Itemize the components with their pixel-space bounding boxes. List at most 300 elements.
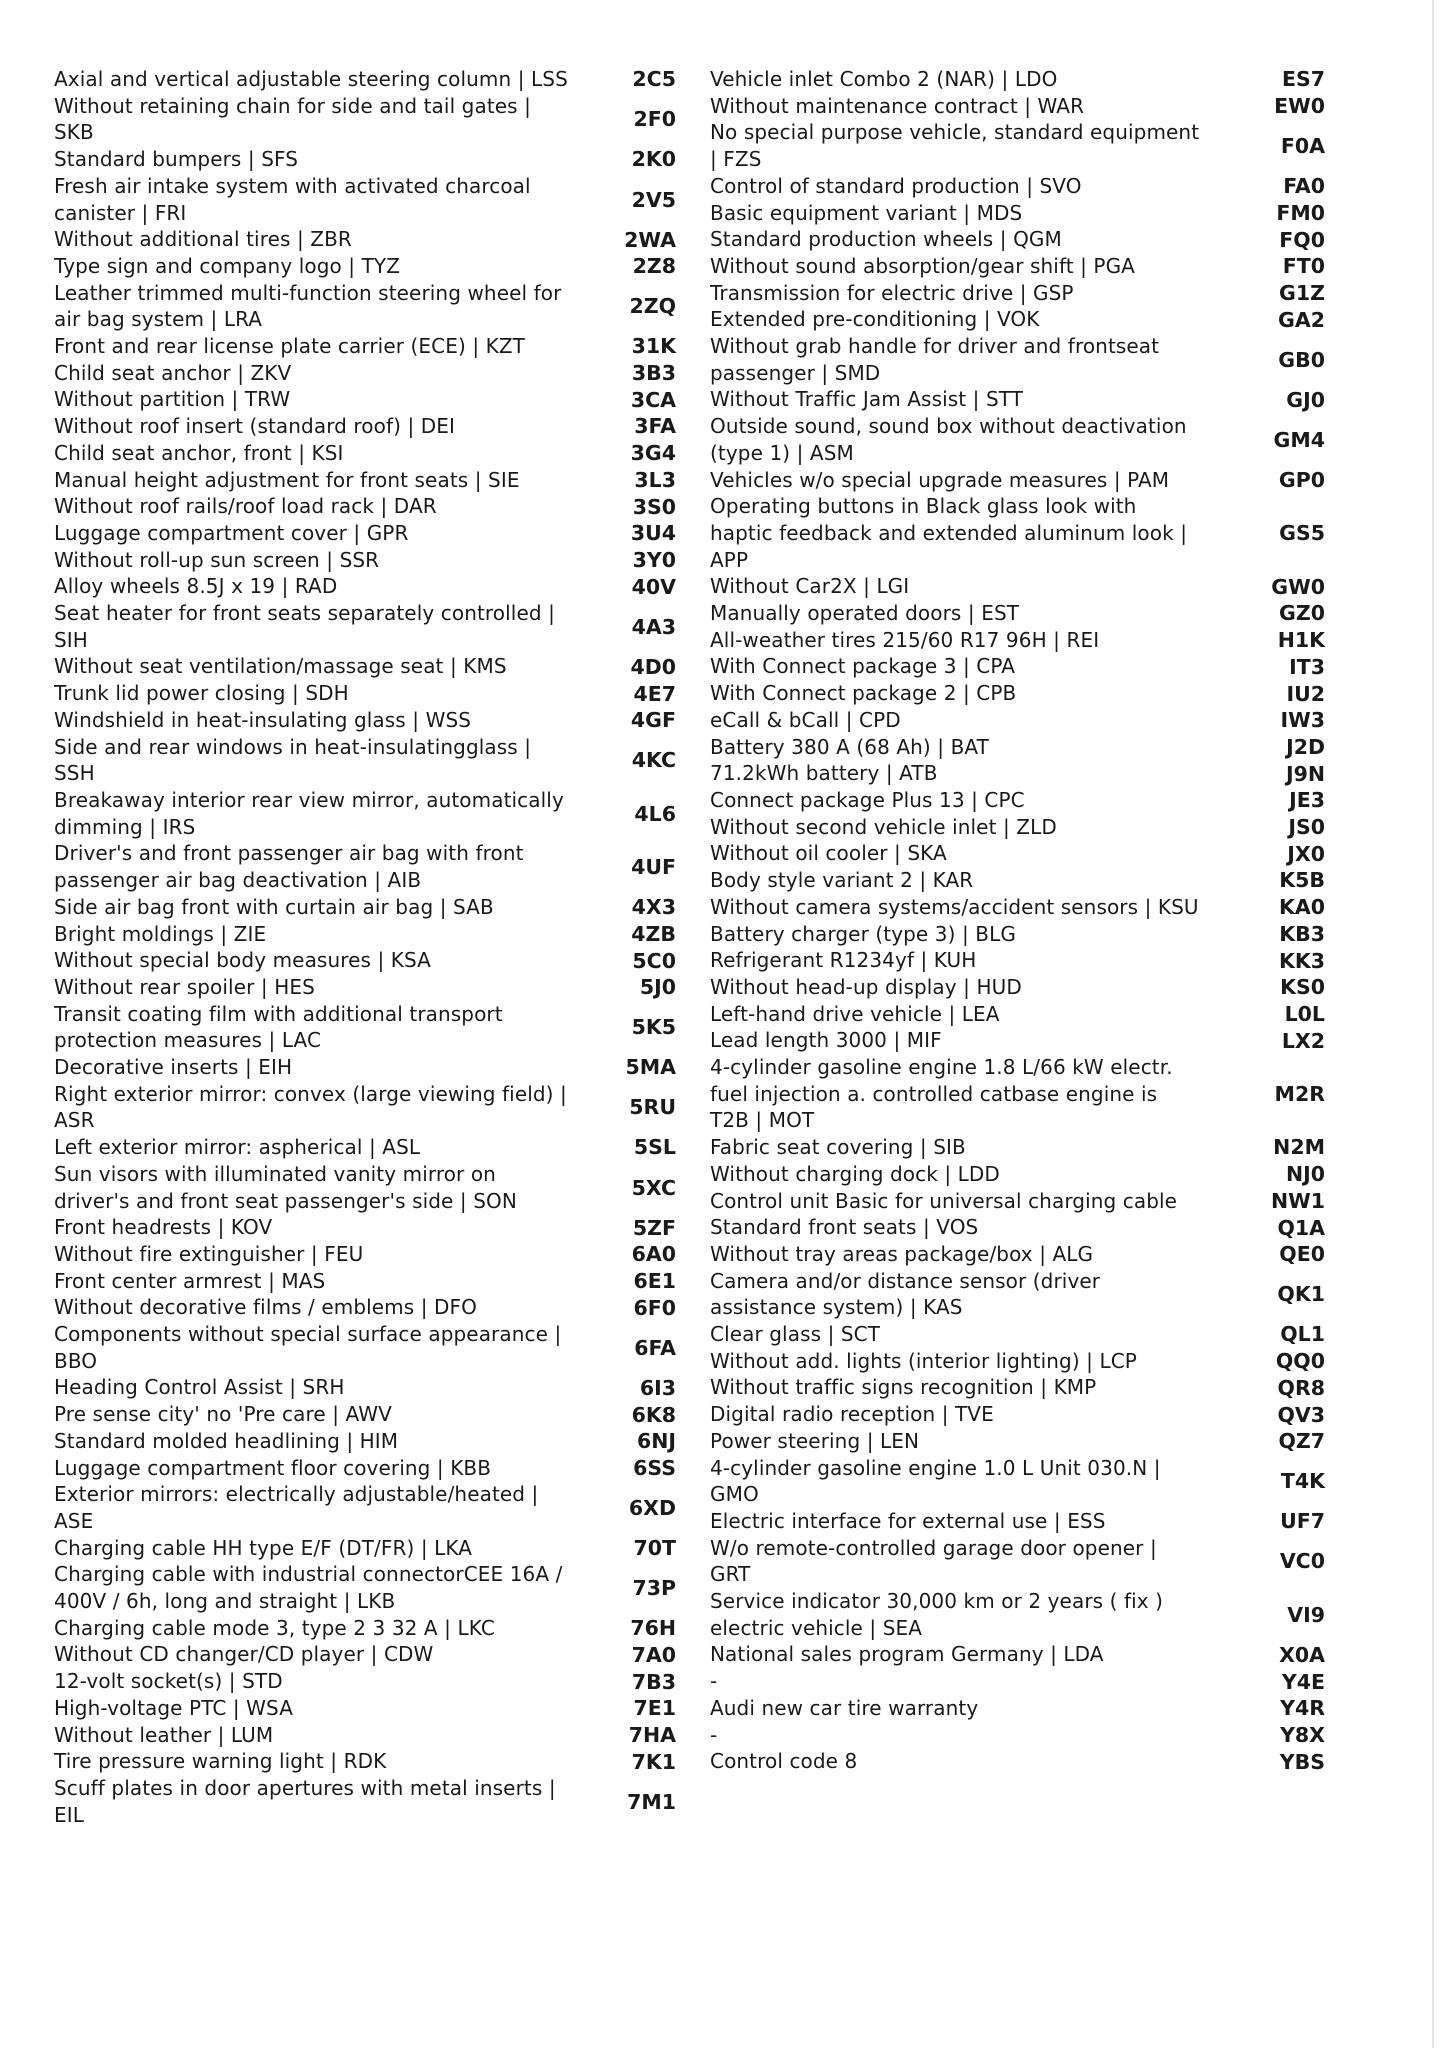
equipment-row bbox=[710, 1722, 1350, 1749]
equipment-description: Without roof rails/roof load rack | DAR bbox=[54, 494, 437, 519]
equipment-code: 31K bbox=[631, 334, 676, 359]
equipment-row bbox=[54, 1001, 694, 1054]
equipment-code: 2Z8 bbox=[632, 254, 676, 279]
equipment-code: 5SL bbox=[633, 1135, 676, 1160]
equipment-code: 6NJ bbox=[636, 1429, 676, 1454]
equipment-row bbox=[710, 1401, 1350, 1428]
equipment-code: FQ0 bbox=[1279, 227, 1325, 252]
equipment-code: 2K0 bbox=[631, 147, 676, 172]
equipment-row bbox=[710, 467, 1350, 494]
equipment-code: 70T bbox=[633, 1536, 676, 1561]
equipment-description: Sun visors with illuminated vanity mirror on driver's and front seat passenger's side | SON bbox=[54, 1161, 517, 1213]
equipment-row bbox=[54, 680, 694, 707]
equipment-row bbox=[54, 1668, 694, 1695]
equipment-description: Control of standard production | SVO bbox=[710, 173, 1082, 198]
equipment-row bbox=[710, 734, 1350, 761]
equipment-row bbox=[710, 333, 1350, 386]
equipment-description: Without Traffic Jam Assist | STT bbox=[710, 387, 1024, 412]
equipment-code: 6A0 bbox=[631, 1242, 676, 1267]
equipment-row bbox=[54, 253, 694, 280]
equipment-description: Vehicle inlet Combo 2 (NAR) | LDO bbox=[710, 67, 1058, 91]
equipment-code: GJ0 bbox=[1286, 387, 1325, 412]
equipment-description: Outside sound, sound box without deactivation (type 1) | ASM bbox=[710, 414, 1187, 465]
equipment-description: Without maintenance contract | WAR bbox=[710, 93, 1085, 118]
equipment-description: Connect package Plus 13 | CPC bbox=[710, 787, 1025, 812]
equipment-description: Axial and vertical adjustable steering column | LSS bbox=[54, 67, 568, 91]
equipment-code: 7A0 bbox=[631, 1642, 676, 1667]
equipment-description: Left-hand drive vehicle | LEA bbox=[710, 1001, 1000, 1026]
equipment-row bbox=[710, 1321, 1350, 1348]
equipment-code: 6SS bbox=[633, 1455, 676, 1480]
equipment-row bbox=[54, 173, 694, 226]
equipment-code: K5B bbox=[1279, 868, 1325, 893]
equipment-description: Without decorative films / emblems | DFO bbox=[54, 1295, 477, 1320]
equipment-row bbox=[54, 413, 694, 440]
equipment-description: Control code 8 bbox=[710, 1749, 858, 1774]
equipment-row bbox=[710, 653, 1350, 680]
equipment-row bbox=[54, 493, 694, 520]
equipment-description: Extended pre-conditioning | VOK bbox=[710, 307, 1040, 332]
equipment-code: 5ZF bbox=[632, 1215, 676, 1240]
equipment-description: Power steering | LEN bbox=[710, 1428, 920, 1453]
equipment-description: Without roll-up sun screen | SSR bbox=[54, 547, 380, 572]
equipment-code: F0A bbox=[1280, 134, 1325, 159]
equipment-row bbox=[54, 280, 694, 333]
equipment-description: Bright moldings | ZIE bbox=[54, 921, 267, 946]
equipment-row bbox=[710, 894, 1350, 921]
equipment-code: NJ0 bbox=[1285, 1162, 1325, 1187]
equipment-row bbox=[54, 146, 694, 173]
equipment-description: Battery charger (type 3) | BLG bbox=[710, 921, 1016, 946]
equipment-row bbox=[710, 1241, 1350, 1268]
equipment-description: Without retaining chain for side and tail gates | SKB bbox=[54, 93, 531, 145]
equipment-description: Heading Control Assist | SRH bbox=[54, 1375, 345, 1400]
equipment-row bbox=[54, 1615, 694, 1642]
equipment-code: 2WA bbox=[624, 227, 676, 252]
equipment-code: 3B3 bbox=[631, 361, 676, 386]
equipment-description: Without sound absorption/gear shift | PGA bbox=[710, 253, 1135, 278]
equipment-description: Without CD changer/CD player | CDW bbox=[54, 1642, 434, 1667]
equipment-row bbox=[710, 253, 1350, 280]
equipment-row bbox=[54, 1722, 694, 1749]
equipment-code: 2ZQ bbox=[629, 294, 676, 319]
equipment-row bbox=[710, 306, 1350, 333]
equipment-row bbox=[710, 1508, 1350, 1535]
equipment-code: 6E1 bbox=[633, 1268, 676, 1293]
equipment-description: Lead length 3000 | MIF bbox=[710, 1028, 942, 1053]
equipment-code: 4ZB bbox=[631, 921, 676, 946]
equipment-row bbox=[710, 1214, 1350, 1241]
equipment-description: Basic equipment variant | MDS bbox=[710, 200, 1023, 225]
equipment-row bbox=[54, 787, 694, 840]
equipment-code: L0L bbox=[1284, 1001, 1325, 1026]
equipment-description: Clear glass | SCT bbox=[710, 1322, 881, 1347]
equipment-description: High-voltage PTC | WSA bbox=[54, 1695, 293, 1720]
equipment-code: 2F0 bbox=[633, 107, 676, 132]
equipment-description: Transmission for electric drive | GSP bbox=[710, 280, 1074, 305]
equipment-code: KA0 bbox=[1278, 895, 1325, 920]
equipment-code: 6K8 bbox=[631, 1402, 676, 1427]
equipment-row bbox=[710, 1027, 1350, 1054]
equipment-row bbox=[54, 360, 694, 387]
equipment-description: Charging cable mode 3, type 2 3 32 A | LKC bbox=[54, 1615, 495, 1640]
equipment-description: Without head-up display | HUD bbox=[710, 974, 1022, 999]
equipment-code: 3CA bbox=[630, 387, 676, 412]
equipment-row bbox=[54, 573, 694, 600]
equipment-row bbox=[710, 867, 1350, 894]
equipment-code: IW3 bbox=[1280, 708, 1325, 733]
equipment-row bbox=[710, 1374, 1350, 1401]
equipment-code: QZ7 bbox=[1278, 1429, 1325, 1454]
equipment-code: KS0 bbox=[1280, 975, 1325, 1000]
equipment-row bbox=[710, 226, 1350, 253]
equipment-code: Y4R bbox=[1280, 1696, 1325, 1721]
equipment-row bbox=[54, 1134, 694, 1161]
equipment-row bbox=[710, 200, 1350, 227]
equipment-description: Without roof insert (standard roof) | DEI bbox=[54, 414, 456, 439]
equipment-code: NW1 bbox=[1270, 1188, 1325, 1213]
equipment-description: Luggage compartment floor covering | KBB bbox=[54, 1455, 492, 1480]
equipment-code: IT3 bbox=[1289, 654, 1325, 679]
equipment-description: Fresh air intake system with activated charcoal canister | FRI bbox=[54, 173, 531, 225]
equipment-row bbox=[710, 493, 1350, 573]
equipment-code: 4GF bbox=[630, 708, 676, 733]
equipment-description: Control unit Basic for universal charging cable bbox=[710, 1188, 1178, 1213]
equipment-row bbox=[710, 680, 1350, 707]
equipment-description: No special purpose vehicle, standard equipment | FZS bbox=[710, 120, 1200, 172]
equipment-row bbox=[54, 1535, 694, 1562]
equipment-description: Side and rear windows in heat-insulatingglass | SSH bbox=[54, 734, 532, 786]
equipment-row bbox=[54, 1054, 694, 1081]
equipment-row bbox=[54, 1268, 694, 1295]
equipment-code: 40V bbox=[631, 574, 676, 599]
equipment-code: H1K bbox=[1277, 628, 1325, 653]
equipment-description: Camera and/or distance sensor (driver assistance system) | KAS bbox=[710, 1268, 1101, 1320]
equipment-code: T4K bbox=[1280, 1469, 1325, 1494]
equipment-description: Digital radio reception | TVE bbox=[710, 1402, 994, 1427]
equipment-description: Child seat anchor | ZKV bbox=[54, 360, 292, 385]
equipment-row bbox=[710, 1695, 1350, 1722]
equipment-row bbox=[710, 173, 1350, 200]
equipment-code: 5RU bbox=[629, 1095, 676, 1120]
equipment-description: Side air bag front with curtain air bag | SAB bbox=[54, 894, 494, 919]
equipment-code: 4L6 bbox=[634, 801, 676, 826]
equipment-description: Battery 380 A (68 Ah) | BAT bbox=[710, 734, 989, 759]
equipment-code: FM0 bbox=[1276, 200, 1325, 225]
equipment-row bbox=[54, 1214, 694, 1241]
equipment-description: Alloy wheels 8.5J x 19 | RAD bbox=[54, 574, 338, 599]
equipment-description: Electric interface for external use | ESS bbox=[710, 1508, 1106, 1533]
equipment-code: GA2 bbox=[1278, 307, 1325, 332]
equipment-row bbox=[710, 707, 1350, 734]
equipment-row bbox=[710, 280, 1350, 307]
equipment-code: 4D0 bbox=[630, 654, 676, 679]
equipment-row bbox=[710, 974, 1350, 1001]
equipment-description: Without seat ventilation/massage seat | KMS bbox=[54, 654, 507, 679]
equipment-row bbox=[710, 787, 1350, 814]
equipment-code: JE3 bbox=[1289, 788, 1325, 813]
equipment-code: GZ0 bbox=[1279, 601, 1325, 626]
equipment-code: ES7 bbox=[1281, 67, 1325, 92]
equipment-description: Manual height adjustment for front seats | SIE bbox=[54, 467, 520, 492]
equipment-code: QE0 bbox=[1279, 1242, 1325, 1267]
equipment-description: Pre sense city' no 'Pre care | AWV bbox=[54, 1402, 392, 1427]
equipment-description: Without rear spoiler | HES bbox=[54, 974, 315, 999]
equipment-code: 3G4 bbox=[630, 441, 676, 466]
equipment-row bbox=[710, 627, 1350, 654]
equipment-description: Without tray areas package/box | ALG bbox=[710, 1241, 1094, 1266]
equipment-description: Without fire extinguisher | FEU bbox=[54, 1241, 364, 1266]
equipment-description: National sales program Germany | LDA bbox=[710, 1642, 1104, 1667]
equipment-code: KB3 bbox=[1279, 921, 1325, 946]
equipment-code: 4X3 bbox=[631, 895, 676, 920]
equipment-description: Without oil cooler | SKA bbox=[710, 841, 947, 866]
equipment-row bbox=[710, 1188, 1350, 1215]
equipment-code: X0A bbox=[1279, 1642, 1325, 1667]
equipment-code: 7E1 bbox=[633, 1696, 676, 1721]
equipment-row bbox=[54, 520, 694, 547]
equipment-code: 5C0 bbox=[632, 948, 676, 973]
equipment-code: 76H bbox=[630, 1616, 676, 1641]
equipment-code: N2M bbox=[1273, 1135, 1325, 1160]
equipment-code: 5XC bbox=[631, 1175, 676, 1200]
equipment-row bbox=[54, 1641, 694, 1668]
equipment-code: 3S0 bbox=[632, 494, 676, 519]
equipment-row bbox=[54, 1401, 694, 1428]
equipment-description: Driver's and front passenger air bag with front passenger air bag deactivation | AIB bbox=[54, 841, 524, 893]
equipment-description: Front headrests | KOV bbox=[54, 1215, 273, 1240]
equipment-description: Without traffic signs recognition | KMP bbox=[710, 1375, 1097, 1400]
equipment-description: Decorative inserts | EIH bbox=[54, 1055, 293, 1080]
equipment-code: UF7 bbox=[1280, 1509, 1325, 1534]
equipment-description: - bbox=[710, 1722, 718, 1747]
left-equipment-column bbox=[54, 66, 694, 1828]
equipment-row bbox=[54, 1161, 694, 1214]
equipment-code: 5J0 bbox=[639, 975, 676, 1000]
equipment-code: QQ0 bbox=[1275, 1349, 1325, 1374]
equipment-code: EW0 bbox=[1274, 94, 1325, 119]
equipment-code: 6XD bbox=[628, 1495, 676, 1520]
equipment-description: With Connect package 3 | CPA bbox=[710, 654, 1016, 679]
equipment-code: 5K5 bbox=[631, 1015, 676, 1040]
equipment-row bbox=[710, 760, 1350, 787]
equipment-row bbox=[710, 1455, 1350, 1508]
equipment-row bbox=[710, 1535, 1350, 1588]
equipment-code: VI9 bbox=[1287, 1602, 1325, 1627]
equipment-row bbox=[710, 840, 1350, 867]
equipment-row bbox=[54, 894, 694, 921]
equipment-description: 4-cylinder gasoline engine 1.8 L/66 kW electr. fuel injection a. controlled catbase engine is T2B | MOT bbox=[710, 1055, 1173, 1133]
equipment-description: Luggage compartment cover | GPR bbox=[54, 520, 409, 545]
equipment-code: GS5 bbox=[1279, 521, 1325, 546]
equipment-description: Without charging dock | LDD bbox=[710, 1161, 1000, 1186]
equipment-row bbox=[54, 653, 694, 680]
equipment-description: Without camera systems/accident sensors | KSU bbox=[710, 894, 1199, 919]
equipment-row bbox=[54, 974, 694, 1001]
equipment-row bbox=[54, 440, 694, 467]
equipment-row bbox=[710, 1161, 1350, 1188]
equipment-code: 7HA bbox=[628, 1722, 676, 1747]
equipment-row bbox=[710, 1001, 1350, 1028]
equipment-row bbox=[54, 547, 694, 574]
equipment-description: Audi new car tire warranty bbox=[710, 1695, 979, 1720]
equipment-row bbox=[710, 1668, 1350, 1695]
equipment-code: 4KC bbox=[631, 748, 676, 773]
equipment-row bbox=[54, 600, 694, 653]
equipment-code: Q1A bbox=[1277, 1215, 1325, 1240]
equipment-row bbox=[54, 386, 694, 413]
equipment-code: GW0 bbox=[1271, 574, 1325, 599]
equipment-row bbox=[54, 840, 694, 893]
equipment-code: 3Y0 bbox=[632, 548, 676, 572]
equipment-description: Vehicles w/o special upgrade measures | PAM bbox=[710, 467, 1170, 492]
equipment-row bbox=[54, 734, 694, 787]
equipment-code: 2V5 bbox=[631, 187, 676, 212]
equipment-description: Scuff plates in door apertures with metal inserts | EIL bbox=[54, 1776, 556, 1827]
equipment-row bbox=[54, 93, 694, 146]
equipment-code: FA0 bbox=[1283, 174, 1325, 199]
equipment-code: 7M1 bbox=[627, 1789, 676, 1814]
equipment-code: VC0 bbox=[1279, 1549, 1325, 1574]
equipment-row bbox=[54, 333, 694, 360]
equipment-code: 6I3 bbox=[639, 1375, 676, 1400]
equipment-description: Without grab handle for driver and frontseat passenger | SMD bbox=[710, 334, 1160, 385]
equipment-code: QR8 bbox=[1277, 1375, 1325, 1400]
equipment-row bbox=[710, 1588, 1350, 1641]
equipment-description: Without leather | LUM bbox=[54, 1722, 274, 1747]
equipment-row bbox=[710, 814, 1350, 841]
equipment-row bbox=[710, 1348, 1350, 1375]
equipment-code: JX0 bbox=[1287, 841, 1325, 866]
equipment-description: Breakaway interior rear view mirror, automatically dimming | IRS bbox=[54, 787, 564, 839]
equipment-row bbox=[710, 1134, 1350, 1161]
equipment-description: Transit coating film with additional transport protection measures | LAC bbox=[54, 1001, 503, 1053]
equipment-row bbox=[54, 1748, 694, 1775]
equipment-code: LX2 bbox=[1281, 1028, 1325, 1053]
equipment-description: Operating buttons in Black glass look with haptic feedback and extended aluminum look | APP bbox=[710, 494, 1188, 572]
equipment-row bbox=[710, 413, 1350, 466]
right-equipment-column bbox=[710, 66, 1350, 1775]
equipment-code: KK3 bbox=[1278, 948, 1325, 973]
equipment-description: Leather trimmed multi-function steering wheel for air bag system | LRA bbox=[54, 280, 562, 332]
equipment-description: Refrigerant R1234yf | KUH bbox=[710, 948, 977, 973]
equipment-description: Left exterior mirror: aspherical | ASL bbox=[54, 1135, 421, 1160]
equipment-code: QV3 bbox=[1277, 1402, 1325, 1427]
equipment-row bbox=[54, 1428, 694, 1455]
equipment-code: Y4E bbox=[1281, 1669, 1325, 1694]
equipment-code: QK1 bbox=[1277, 1282, 1325, 1307]
equipment-description: Without Car2X | LGI bbox=[710, 574, 910, 599]
equipment-row bbox=[54, 1321, 694, 1374]
equipment-description: Tire pressure warning light | RDK bbox=[54, 1749, 387, 1774]
equipment-row bbox=[54, 1775, 694, 1828]
equipment-code: GP0 bbox=[1278, 467, 1325, 492]
equipment-code: 6FA bbox=[634, 1335, 676, 1360]
equipment-code: J2D bbox=[1286, 734, 1325, 759]
equipment-code: GB0 bbox=[1278, 347, 1325, 372]
equipment-row bbox=[710, 1748, 1350, 1775]
equipment-row bbox=[54, 66, 694, 93]
equipment-code: 7B3 bbox=[631, 1669, 676, 1694]
equipment-description: Charging cable with industrial connectorCEE 16A / 400V / 6h, long and straight | LKB bbox=[54, 1562, 563, 1614]
equipment-row bbox=[54, 921, 694, 948]
equipment-description: Right exterior mirror: convex (large viewing field) | ASR bbox=[54, 1081, 567, 1133]
equipment-row bbox=[710, 386, 1350, 413]
equipment-code: M2R bbox=[1274, 1082, 1325, 1107]
equipment-row bbox=[54, 1695, 694, 1722]
equipment-description: Standard front seats | VOS bbox=[710, 1215, 979, 1240]
equipment-row bbox=[54, 1561, 694, 1614]
equipment-row bbox=[54, 1374, 694, 1401]
equipment-row bbox=[54, 1294, 694, 1321]
equipment-row bbox=[710, 119, 1350, 172]
equipment-row bbox=[710, 93, 1350, 120]
equipment-description: Without add. lights (interior lighting) | LCP bbox=[710, 1348, 1137, 1373]
equipment-row bbox=[54, 707, 694, 734]
equipment-code: QL1 bbox=[1280, 1322, 1325, 1347]
equipment-description: Without partition | TRW bbox=[54, 387, 291, 412]
equipment-code: 7K1 bbox=[631, 1749, 676, 1774]
equipment-row bbox=[710, 66, 1350, 93]
equipment-code: 5MA bbox=[625, 1055, 676, 1080]
equipment-description: Seat heater for front seats separately controlled | SIH bbox=[54, 601, 555, 652]
equipment-row bbox=[710, 1268, 1350, 1321]
equipment-row bbox=[54, 947, 694, 974]
equipment-description: Charging cable HH type E/F (DT/FR) | LKA bbox=[54, 1535, 473, 1560]
equipment-description: Front center armrest | MAS bbox=[54, 1268, 326, 1293]
equipment-code: 4E7 bbox=[633, 681, 676, 706]
equipment-code: J9N bbox=[1285, 761, 1325, 786]
equipment-description: Without additional tires | ZBR bbox=[54, 227, 352, 252]
equipment-code: 3L3 bbox=[634, 467, 676, 492]
equipment-code: 2C5 bbox=[632, 67, 676, 92]
equipment-description: Standard molded headlining | HIM bbox=[54, 1428, 399, 1453]
equipment-row bbox=[54, 1455, 694, 1482]
equipment-description: 4-cylinder gasoline engine 1.0 L Unit 030.N | GMO bbox=[710, 1455, 1161, 1507]
equipment-description: Front and rear license plate carrier (ECE) | KZT bbox=[54, 334, 525, 359]
equipment-code: 4UF bbox=[631, 855, 676, 880]
equipment-code: 3U4 bbox=[630, 521, 676, 546]
equipment-code: 3FA bbox=[634, 414, 676, 439]
equipment-row bbox=[54, 226, 694, 253]
page-edge-line bbox=[1432, 0, 1434, 2048]
equipment-code: Y8X bbox=[1280, 1722, 1325, 1747]
equipment-row bbox=[710, 1641, 1350, 1668]
equipment-row bbox=[710, 573, 1350, 600]
equipment-description: Windshield in heat-insulating glass | WSS bbox=[54, 707, 472, 732]
equipment-row bbox=[54, 1481, 694, 1534]
equipment-description: 71.2kWh battery | ATB bbox=[710, 761, 938, 786]
equipment-row bbox=[710, 947, 1350, 974]
equipment-description: All-weather tires 215/60 R17 96H | REI bbox=[710, 627, 1100, 652]
equipment-description: Fabric seat covering | SIB bbox=[710, 1135, 966, 1160]
equipment-description: 12-volt socket(s) | STD bbox=[54, 1669, 283, 1694]
equipment-description: Components without special surface appearance | BBO bbox=[54, 1322, 562, 1373]
equipment-description: eCall & bCall | CPD bbox=[710, 707, 901, 732]
equipment-code: IU2 bbox=[1286, 681, 1325, 706]
equipment-row bbox=[54, 1081, 694, 1134]
equipment-row bbox=[710, 600, 1350, 627]
equipment-code: JS0 bbox=[1288, 815, 1325, 840]
equipment-row bbox=[710, 1428, 1350, 1455]
equipment-description: Type sign and company logo | TYZ bbox=[54, 253, 401, 278]
equipment-code: 6F0 bbox=[633, 1295, 676, 1320]
equipment-description: With Connect package 2 | CPB bbox=[710, 681, 1017, 706]
equipment-code: 73P bbox=[632, 1576, 676, 1601]
equipment-description: Trunk lid power closing | SDH bbox=[54, 681, 349, 706]
equipment-code: FT0 bbox=[1282, 254, 1325, 279]
equipment-description: Standard production wheels | QGM bbox=[710, 227, 1062, 252]
